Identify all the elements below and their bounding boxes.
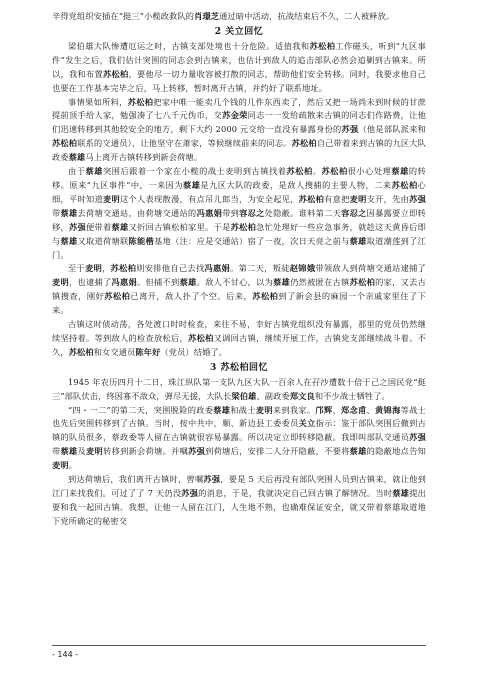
highlighted-name: 陈能楷 <box>128 235 155 246</box>
highlighted-name: 苏松柏 <box>188 332 214 343</box>
highlighted-name: 蔡雄 <box>60 446 78 457</box>
text-run: 工作磁头，听到“九区事件”发生之后，我们估计突围的同志会到古镇来，也估计到敌人的追击部队必然会追剿到古镇来。所以，我和布置 <box>52 40 427 79</box>
text-run: 到了新会县的麻园一个亲戚家里住了下来。 <box>52 291 427 316</box>
text-run: 到达荷塘后，我们离开古镇时，曾嘱 <box>68 474 204 485</box>
text-run: 的转移。原来“九区事件”中，一来因为 <box>52 166 426 190</box>
section-heading: 3 苏松柏回忆 <box>210 362 268 373</box>
text-run: （他是部队派来和 <box>358 124 427 135</box>
highlighted-name: 麦明 <box>85 263 103 274</box>
text-run: 指示：鉴于部队突围后撤到古镇的队员很多，蔡政委等人留在古镇就很容易暴露。所以决定立即转移隐蔽。我即叫部队交通员 <box>52 418 426 443</box>
highlighted-name: 赵锦娥 <box>289 263 316 274</box>
highlighted-name: 蔡雄 <box>183 179 201 190</box>
highlighted-name: 郑念甫 <box>340 404 367 415</box>
text-run: （党员）结婚了。 <box>160 346 228 357</box>
highlighted-name: 肖璟芝 <box>194 11 220 21</box>
text-run: 仍然被匿在古镇 <box>290 277 350 288</box>
highlighted-name: 陈年好 <box>135 346 161 357</box>
text-run: 基地（注：应是交通站）宿了一夜，次日天亮之前与 <box>154 235 350 246</box>
footer-divider <box>52 645 426 646</box>
page-number: - 144 - <box>52 650 79 659</box>
paragraph <box>52 10 426 24</box>
text-run: 、 <box>332 404 341 415</box>
text-run: 去荷塘交通站，由荷塘交通站的 <box>77 207 197 218</box>
text-run: 到荷塘后，安排二人分开隐蔽，不要将 <box>205 446 350 457</box>
text-run: 突围后跟着一个家在小榄的战士麦明到古镇找着 <box>102 166 287 177</box>
text-run: 事情果如所料， <box>68 96 128 107</box>
highlighted-name: 容忍之 <box>341 207 367 218</box>
highlighted-name: 苏松柏 <box>309 40 336 51</box>
highlighted-name: 麦明 <box>86 446 104 457</box>
text-run: 转移到新会荷塘。并嘱 <box>103 446 189 457</box>
text-run: ，也逮捕了 <box>69 277 112 288</box>
text-run: 辛得党组织安插在“挺三”小榄政救队的 <box>52 11 195 21</box>
paragraph <box>52 376 426 404</box>
highlighted-name: 蔡雄 <box>85 166 103 177</box>
text-run: 1945 年农历四月十二日，珠江纵队第一支队九区大队一百余人在孖沙遭数十倍于己之国民党“挺三”部队伏击，终因寡不敌众，弹尽无援，大队长 <box>52 376 426 401</box>
text-run: 又折回古镇松柏家里。于是 <box>128 221 231 232</box>
highlighted-name: 苏松柏 <box>104 291 131 302</box>
text-run: 有意把 <box>324 193 350 204</box>
text-run: 。 <box>68 460 78 471</box>
text-run: 是九区大队的政委，是敌人搜捕的主要人物，二来 <box>200 179 392 190</box>
text-run: 由于 <box>68 166 86 177</box>
paragraph <box>52 262 426 318</box>
highlighted-name: 苏强 <box>409 432 426 443</box>
text-run: 和女交通员 <box>93 346 136 357</box>
highlighted-name: 苏松柏 <box>252 291 279 302</box>
text-run: 处隐蔽。谁料第二天 <box>264 207 342 218</box>
highlighted-name: 苏松柏 <box>321 166 348 177</box>
highlighted-name: 苏强 <box>409 193 426 204</box>
highlighted-name: 苏松柏 <box>298 193 325 204</box>
paragraph <box>52 165 426 262</box>
text-run: 把家中唯一能卖几个钱的几件东西卖了，然后又把一场尚未到时候的甘蔗提前顶手给人家，勉强凑了七八千元伪币，交 <box>52 96 426 121</box>
text-run: 、 <box>366 404 376 415</box>
highlighted-name: 黄锦海 <box>375 404 401 415</box>
highlighted-name: 苏强 <box>188 446 206 457</box>
text-run: 又调回古镇，继续开展工作，古镇党支部继续战斗着。不久， <box>52 332 426 357</box>
highlighted-name: 蔡雄 <box>391 166 409 177</box>
text-run: 已离开，敌人扑了个空。后来， <box>130 291 253 302</box>
text-run: 和战士 <box>230 404 256 415</box>
text-run: 。 <box>312 166 322 177</box>
text-run: 的隐蔽地点告知 <box>366 446 426 457</box>
text-run: 提出要和我一起回古镇。我想，让他一人留在江门，人生地不熟，也确难保证安全，就又带着蔡雄取道地下党所确定的秘密交 <box>52 488 426 526</box>
text-run: 梁伯雄大队惨遭厄运之时，古镇支部处境也十分危险。适值我和 <box>68 40 310 51</box>
text-run: 支开，先由 <box>366 193 410 204</box>
text-run: 等战士也先后突围转移到了古镇。当时，按中共中、顺、新边县工委委员 <box>52 404 426 429</box>
highlighted-name: 麦明 <box>52 277 70 288</box>
text-run: 的家，又去古镇搜查，刚好 <box>52 277 426 302</box>
text-run: 带 <box>52 446 61 457</box>
text-run: 马上离开古镇转移到新会荷塘。 <box>85 152 203 163</box>
paragraph <box>52 40 426 96</box>
highlighted-name: 麦明 <box>52 460 69 471</box>
highlighted-name: 蔡雄 <box>349 446 367 457</box>
highlighted-name: 苏强 <box>203 474 221 485</box>
highlighted-name: 蔡雄 <box>60 235 78 246</box>
text-run: 的消息，于是，我就决定自己回古镇了解情况。当时 <box>198 488 393 498</box>
text-run: 急忙处理好一些应急事务，就趁这天黄昏后即与 <box>52 221 426 246</box>
section-heading: 2 关立回忆 <box>214 26 264 37</box>
highlighted-name: 郑文良 <box>289 390 315 401</box>
text-run: 这个人表现散漫，有点吊儿郎当，为安全起见， <box>120 193 299 204</box>
highlighted-name: 苏强 <box>181 488 199 498</box>
highlighted-name: 苏松柏 <box>291 138 317 149</box>
highlighted-name: 苏金荣 <box>222 110 248 121</box>
text-run: ，要是 5 天后再没有部队突围人员到古镇来，就让他到江门来找我们。可过了了 7 天仍没 <box>52 474 426 498</box>
highlighted-name: 苏松柏 <box>103 68 129 79</box>
text-run: 。敌人不甘心，以为 <box>196 277 274 288</box>
highlighted-name: 苏松柏 <box>230 221 257 232</box>
highlighted-name: 苏松柏 <box>349 277 376 288</box>
highlighted-name: 蔡雄 <box>273 277 291 288</box>
text-run: 联系的交通员），让他坚守在萧家，等候继续前来的同志。 <box>77 138 292 149</box>
paragraph <box>52 96 426 166</box>
highlighted-name: 蔡雄 <box>60 207 78 218</box>
text-run: 至于 <box>68 263 86 274</box>
highlighted-name: 苏松柏 <box>286 166 313 177</box>
text-run: 因暴露要立即转移， <box>52 207 427 232</box>
text-run: 取道潮莲到了江门。 <box>52 235 426 260</box>
highlighted-name: 苏松柏 <box>391 179 418 190</box>
paragraph <box>52 404 426 474</box>
highlighted-name: 麦明 <box>349 193 367 204</box>
text-run: 。第二天，叛徒 <box>230 263 290 274</box>
text-run: 来到我家。 <box>272 404 316 415</box>
highlighted-name: 关立 <box>298 418 316 429</box>
document-body <box>52 10 426 529</box>
text-run: 又取道荷塘联 <box>77 235 129 246</box>
text-run: 带 <box>52 207 61 218</box>
highlighted-name: 麦明 <box>103 193 121 204</box>
highlighted-name: 蔡雄 <box>111 221 129 232</box>
text-run: ， <box>102 263 111 274</box>
text-run: 很小心处理 <box>347 166 392 177</box>
text-run: 古镇这时侦动荡，各处渡口时时检查，来往不易，幸好古镇党组织没有暴露，那里的党员仍然继续坚持着。等到敌人的检查放松后， <box>52 319 426 343</box>
highlighted-name: 冯惠娟 <box>204 263 231 274</box>
text-run: 自己带着来到古镇的九区大队政委 <box>52 138 427 163</box>
highlighted-name: 苏松柏 <box>52 138 78 149</box>
text-run: 。但捕不到 <box>137 277 180 288</box>
highlighted-name: 苏松柏 <box>127 96 154 107</box>
text-run: ，要他尽一切力量收容被打散的同志，帮助他们安全转移。同时，我要求他自己也要在工作基本完毕之后，马上转移，暂时离开古镇，并约好了联系地址。 <box>52 68 426 93</box>
text-run: 及 <box>77 446 87 457</box>
highlighted-name: 苏强 <box>69 221 87 232</box>
highlighted-name: 蔡雄 <box>213 404 231 415</box>
highlighted-name: 蔡雄 <box>68 152 86 163</box>
highlighted-name: 苏松柏 <box>68 346 94 357</box>
highlighted-name: 苏松柏 <box>110 263 137 274</box>
text-run: 心细，平时知道 <box>52 179 426 204</box>
highlighted-name: 蔡雄 <box>349 235 367 246</box>
text-run: 和不少战士牺牲了。 <box>314 390 390 401</box>
highlighted-name: 苏强 <box>341 124 359 135</box>
highlighted-name: 邝辉 <box>315 404 333 415</box>
highlighted-name: 蔡雄 <box>179 277 197 288</box>
text-run: 则安排他自己去找 <box>136 263 205 274</box>
text-run: 通过暗中活动，抗战结束后不久，二人被释放。 <box>219 11 395 21</box>
text-run: 带领敌人到荷塘交通站逮捕了 <box>315 263 427 274</box>
paragraph <box>52 473 426 529</box>
paragraph <box>52 318 426 360</box>
text-run: 同志一一发给疏散来古镇的同志们作路费，让他们迅速转移到其他较安全的地方，剩下大约 2000 元交给一直没有暴露身份的 <box>52 110 426 135</box>
highlighted-name: 蔡雄 <box>392 488 410 498</box>
highlighted-name: 容忍之 <box>239 207 265 218</box>
text-run: “四・一二”的第二天，突围脱险的政委 <box>68 404 214 415</box>
text-run: 便带着 <box>86 221 112 232</box>
highlighted-name: 冯惠娟 <box>196 207 223 218</box>
highlighted-name: 梁伯雄 <box>231 390 257 401</box>
text-run: 、副政委 <box>256 390 290 401</box>
highlighted-name: 冯惠娟 <box>111 277 138 288</box>
text-run: 带到 <box>222 207 240 218</box>
highlighted-name: 麦明 <box>255 404 273 415</box>
